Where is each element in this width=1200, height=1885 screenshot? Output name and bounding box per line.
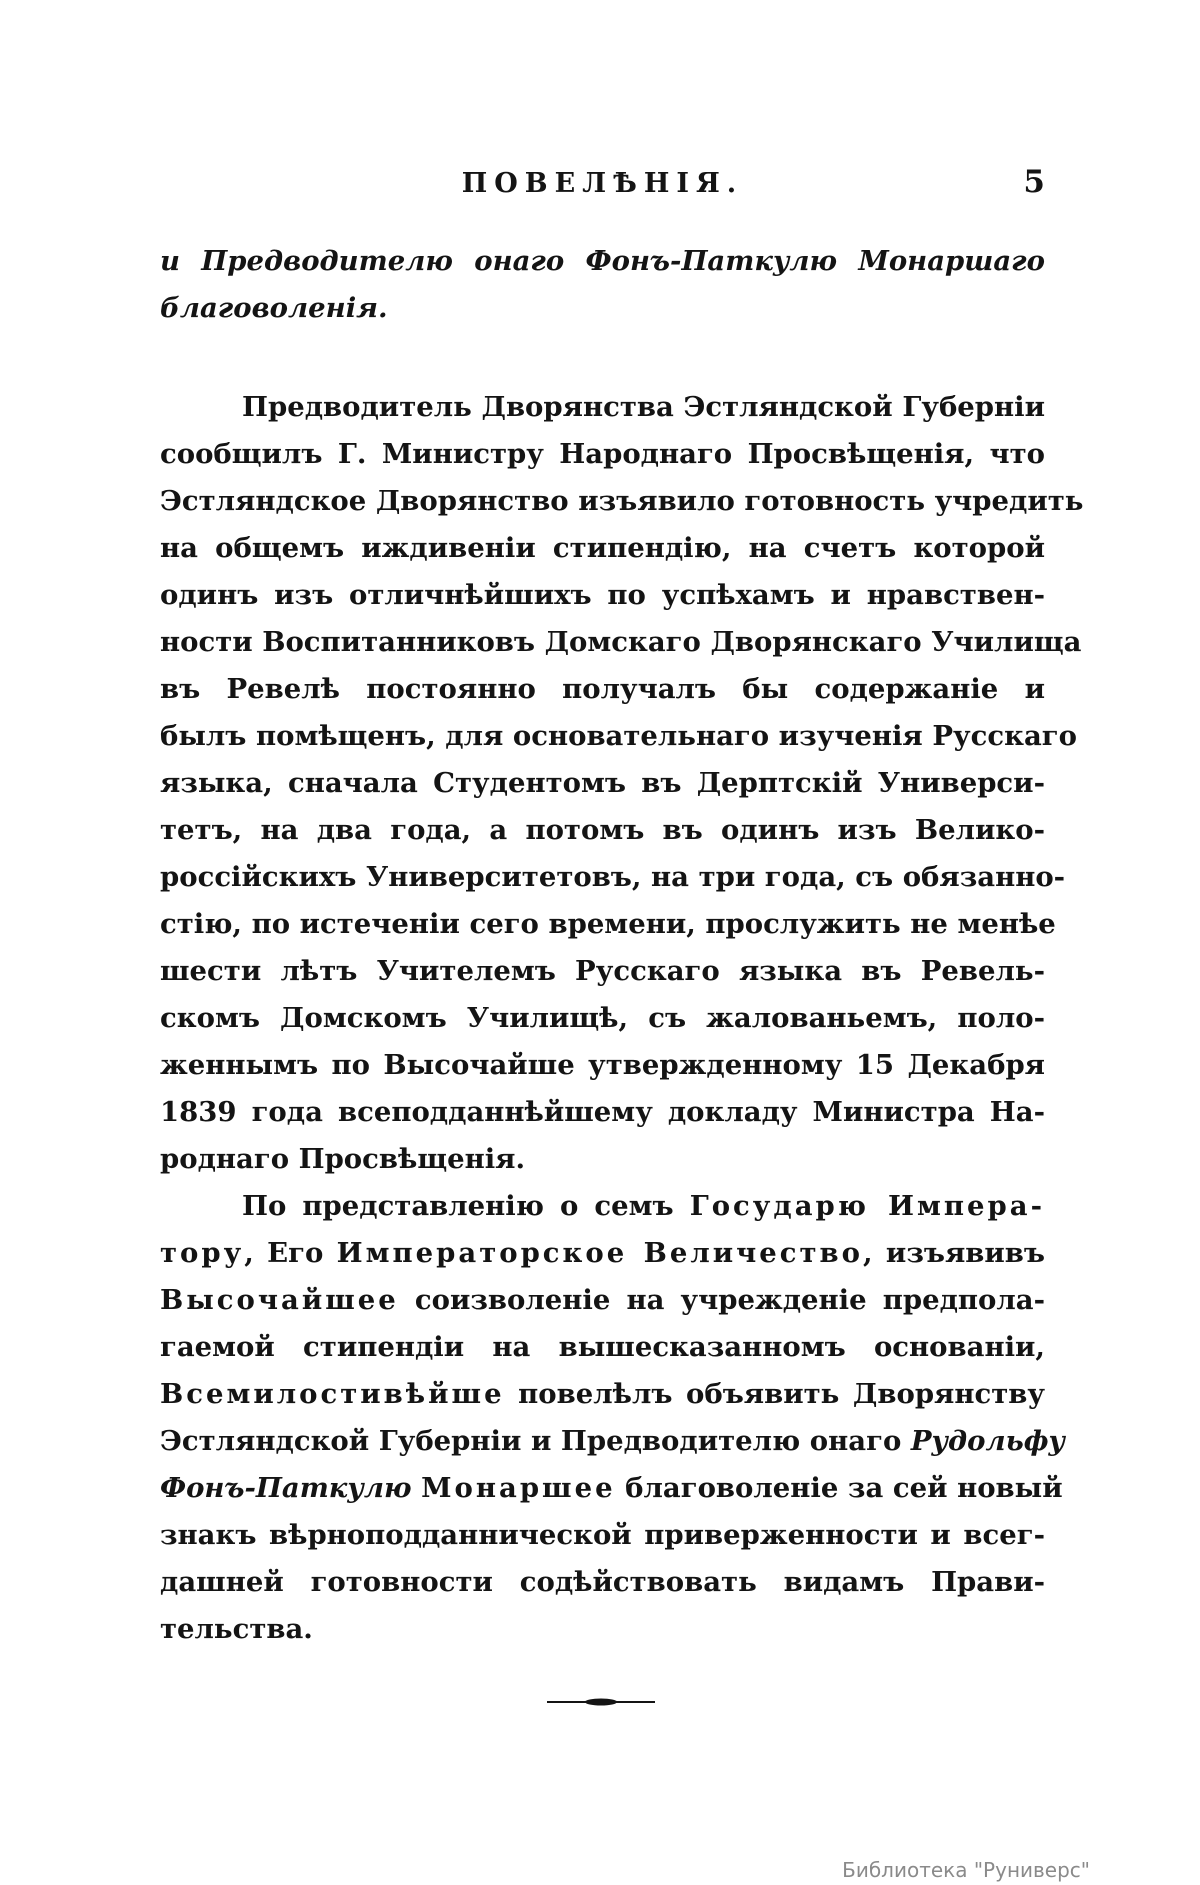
paragraph-line: языка, сначала Студентомъ въ Дерптскій Универси- [160, 767, 1045, 799]
paragraph-line: ности Воспитанниковъ Домскаго Дворянскаго Училища [160, 626, 1082, 658]
paragraph-line: Эстляндское Дворянство изъявило готовность учредить [160, 485, 1084, 517]
paragraph-line: шести лѣтъ Учителемъ Русскаго языка въ Ревель- [160, 955, 1045, 987]
library-watermark: Библиотека "Руниверс" [842, 1858, 1090, 1882]
continuation-line: благоволенія. [160, 292, 388, 324]
paragraph-line: гаемой стипендіи на вышесказанномъ основаніи, [160, 1331, 1045, 1363]
paragraph-line [160, 1465, 1063, 1512]
text-run: соизволеніе на учрежденіе предпола- [398, 1284, 1045, 1316]
paragraph-line: стію, по истеченіи сего времени, прослужить не менѣе [160, 908, 1056, 940]
paragraph-line: женнымъ по Высочайше утвержденному 15 Декабря [160, 1049, 1045, 1081]
paragraph-line [160, 1418, 1065, 1465]
text-run: Эстляндской Губерніи и Предводителю онаго [160, 1425, 911, 1457]
text-run: , изъявивъ [863, 1237, 1045, 1269]
paragraph-line: скомъ Домскомъ Училищѣ, съ жалованьемъ, поло- [160, 1002, 1045, 1034]
text-run: По представленію о семъ [242, 1190, 690, 1222]
spaced-title-run: тору [160, 1237, 245, 1269]
paragraph-line: тетъ, на два года, а потомъ въ одинъ изъ Велико- [160, 814, 1045, 846]
paragraph-line: россійскихъ Университетовъ, на три года, съ обязанно- [160, 861, 1066, 893]
paragraph-line: роднаго Просвѣщенія. [160, 1143, 526, 1175]
text-run: повелѣлъ объявить Дворянству [504, 1378, 1045, 1410]
running-title: ПОВЕЛѢНІЯ. [461, 168, 744, 199]
paragraph-line: на общемъ иждивеніи стипендію, на счетъ которой [160, 532, 1045, 564]
page-header [160, 164, 1045, 208]
paragraph-line: былъ помѣщенъ, для основательнаго изученія Русскаго [160, 720, 1077, 752]
paragraph-line [160, 1183, 1045, 1230]
paragraph-line: въ Ревелѣ постоянно получалъ бы содержаніе и [160, 673, 1045, 705]
paragraph-line: Предводитель Дворянства Эстляндской Губерніи [242, 391, 1045, 423]
spaced-title-run: Высочайшее [160, 1284, 399, 1316]
text-run: , Его [244, 1237, 337, 1269]
paragraph-gap [160, 332, 1045, 384]
spaced-title-run: Монаршее [421, 1472, 616, 1504]
text-run [412, 1472, 422, 1504]
continuation-line: и Предводителю онаго Фонъ-Паткулю Монаршаго [160, 245, 1045, 277]
italic-name-run: Фонъ-Паткулю [160, 1472, 412, 1504]
paragraph-line: тельства. [160, 1613, 313, 1645]
paragraph-line: 1839 года всеподданнѣйшему докладу Министра На- [160, 1096, 1045, 1128]
paragraph-line: знакъ вѣрноподданнической приверженности и всег- [160, 1519, 1045, 1551]
paragraph-line [160, 1230, 1045, 1277]
paragraph-line: дашней готовности содѣйствовать видамъ Прави- [160, 1566, 1045, 1598]
body-text [160, 238, 1084, 1653]
spaced-title-run: Государю Импера- [689, 1190, 1045, 1222]
spaced-title-run: Всемилостивѣйше [160, 1378, 505, 1410]
paragraph-line: одинъ изъ отличнѣйшихъ по успѣхамъ и нравствен- [160, 579, 1045, 611]
paragraph-line [160, 1371, 1045, 1418]
italic-name-run: Рудольфу [910, 1425, 1065, 1457]
page-number: 5 [1023, 164, 1045, 200]
paragraph-line: сообщилъ Г. Министру Народнаго Просвѣщенія, что [160, 438, 1045, 470]
text-run: благоволеніе за сей новый [615, 1472, 1063, 1504]
spaced-title-run: Императорское Величество [336, 1237, 863, 1269]
end-ornament-icon [545, 1695, 657, 1709]
paragraph-line [160, 1277, 1045, 1324]
